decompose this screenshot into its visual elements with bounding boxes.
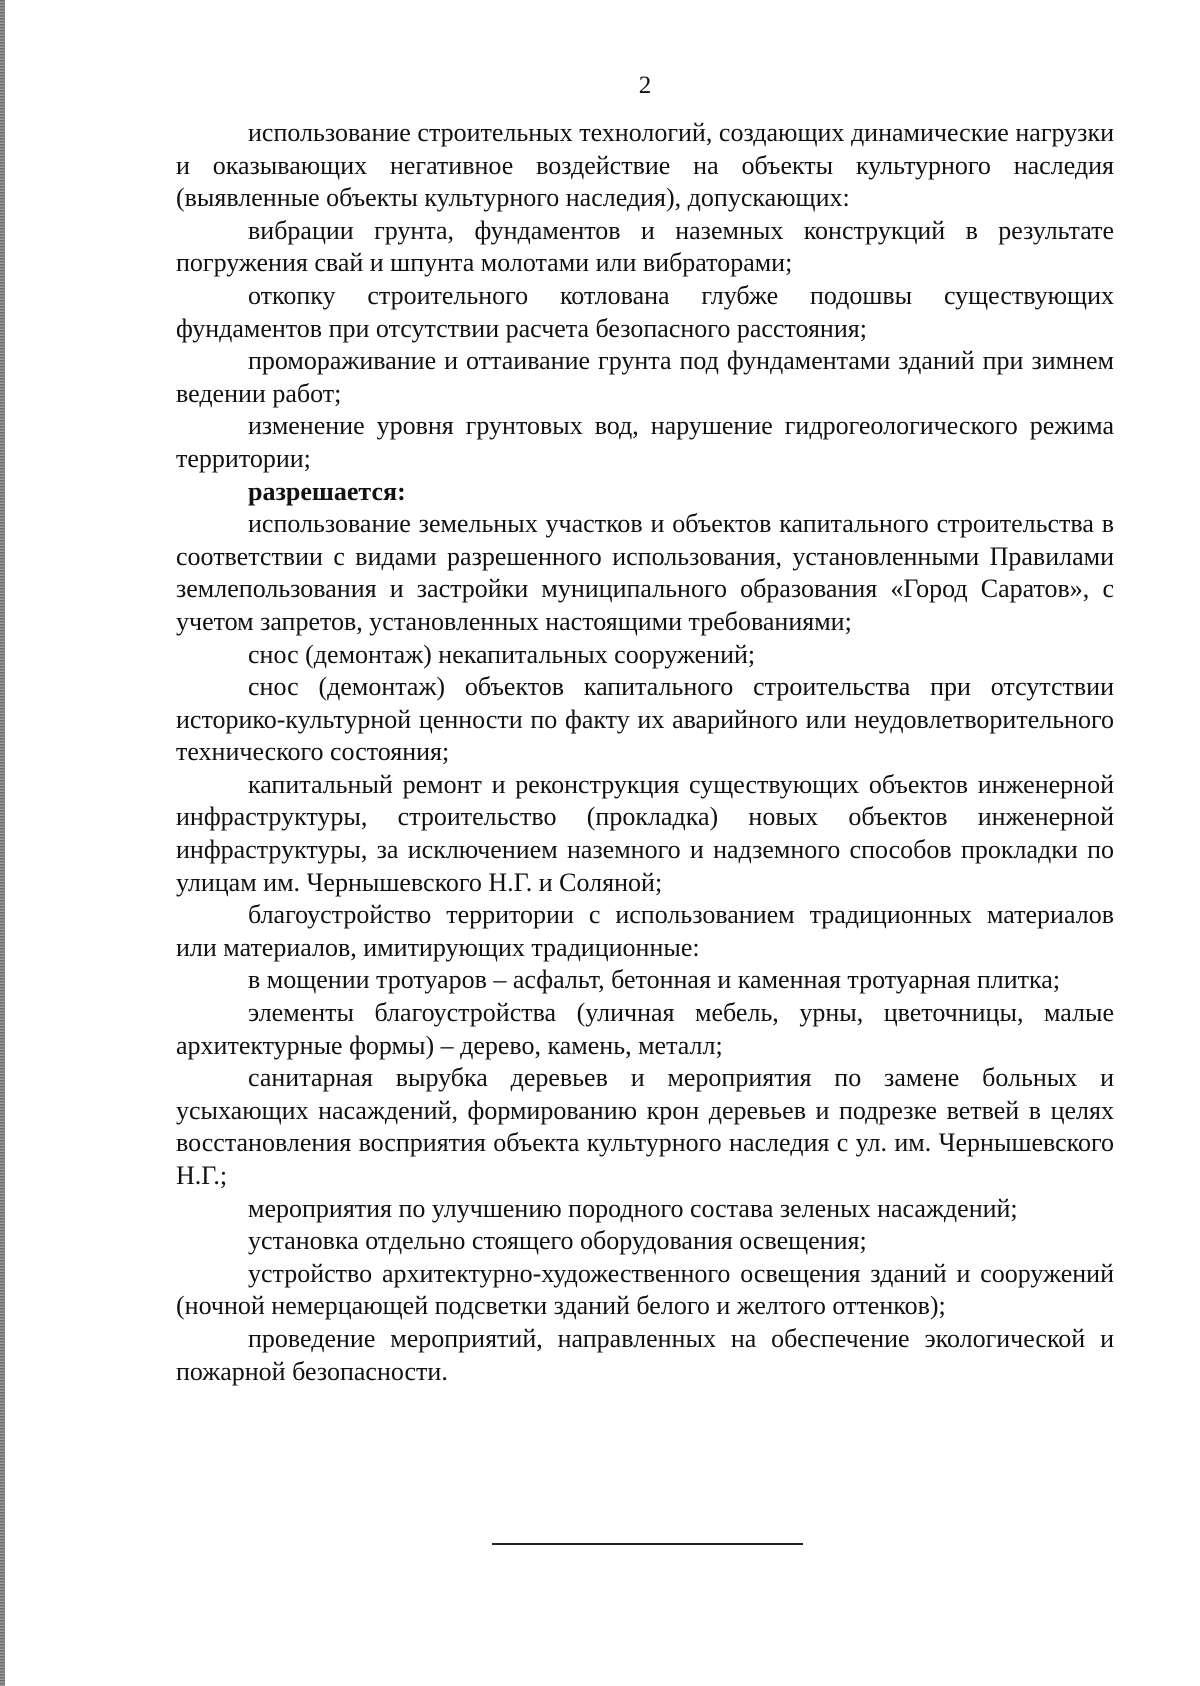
- paragraph: элементы благоустройства (уличная мебель, урны, цветочницы, малые архитектурные формы) – дерево, камень, металл;: [176, 998, 1114, 1060]
- paragraph: проведение мероприятий, направленных на обеспечение экологической и пожарной безопасности.: [176, 1323, 1114, 1386]
- paragraph: вибрации грунта, фундаментов и наземных конструкций в результате погружения свай и шпунта молотами или вибраторами;: [176, 215, 1114, 278]
- paragraph: промораживание и оттаивание грунта под фундаментами зданий при зимнем ведении работ;: [176, 346, 1114, 408]
- paragraph: санитарная вырубка деревьев и мероприятия по замене больных и усыхающих насаждений, формированию крон деревьев и подрезке ветвей в целях восстановления восприятия объекта культурного наследия с ул. им. Чернышевского Н.Г.;: [176, 1063, 1114, 1190]
- paragraph: капитальный ремонт и реконструкция существующих объектов инженерной инфраструктуры, строительство (прокладка) новых объектов инженерной инфраструктуры, за исключением наземного и надземного способов прокладки по улицам им. Чернышевского Н.Г. и Соляной;: [176, 769, 1114, 897]
- page-number: 2: [638, 72, 652, 99]
- paragraph: снос (демонтаж) объектов капитального строительства при отсутствии историко-культурной ценности по факту их аварийного или неудовлетворительного технического состояния;: [176, 672, 1114, 767]
- paragraph: использование строительных технологий, создающих динамические нагрузки и оказывающих негативное воздействие на объекты культурного наследия (выявленные объекты культурного наследия), допускающих:: [176, 118, 1114, 213]
- paragraph: благоустройство территории с использованием традиционных материалов или материалов, имитирующих традиционные:: [176, 900, 1114, 962]
- paragraph: откопку строительного котлована глубже подошвы существующих фундаментов при отсутствии расчета безопасного расстояния;: [176, 280, 1114, 343]
- paragraph: устройство архитектурно-художественного освещения зданий и сооружений (ночной немерцающей подсветки зданий белого и желтого оттенков);: [176, 1258, 1114, 1321]
- paragraph: изменение уровня грунтовых вод, нарушение гидрогеологического режима территории;: [176, 411, 1114, 473]
- section-heading: разрешается:: [248, 476, 406, 506]
- paragraph: использование земельных участков и объектов капитального строительства в соответствии с видами разрешенного использования, установленными Правилами землепользования и застройки муниципального образования «Город Саратов», с учетом запретов, установленных настоящими требованиями;: [176, 509, 1114, 636]
- document-body: [176, 117, 1114, 1388]
- closing-rule: [492, 1543, 803, 1545]
- paragraph: в мощении тротуаров – асфальт, бетонная и каменная тротуарная плитка;: [248, 965, 1061, 995]
- paragraph: снос (демонтаж) некапитальных сооружений;: [248, 639, 756, 669]
- paragraph: установка отдельно стоящего оборудования освещения;: [248, 1226, 867, 1256]
- scan-edge: [0, 0, 5, 1686]
- paragraph: мероприятия по улучшению породного состава зеленых насаждений;: [248, 1193, 1018, 1223]
